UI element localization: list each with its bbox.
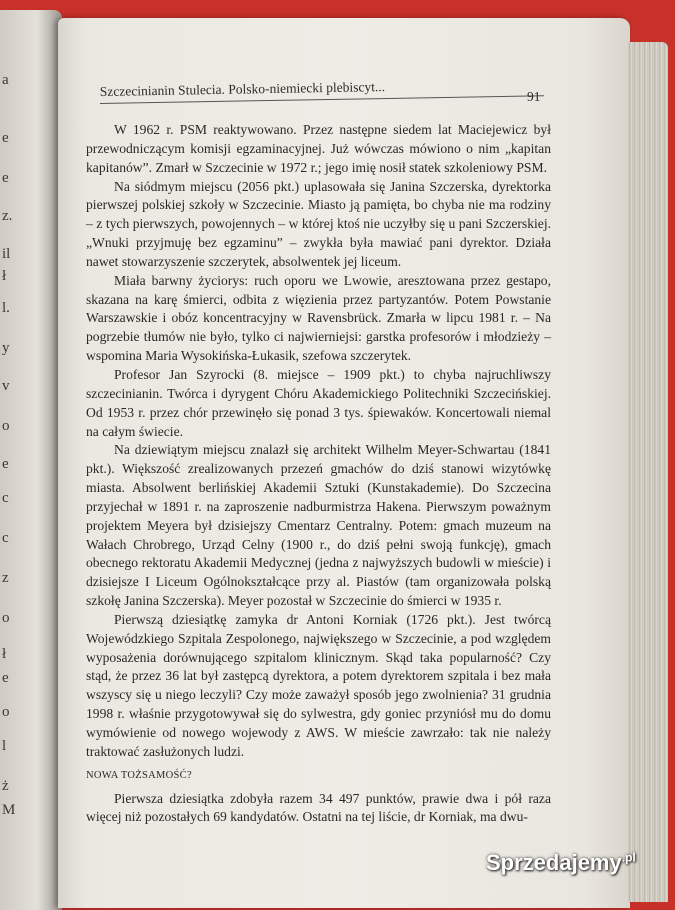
left-text-fragment: c: [2, 490, 9, 506]
left-text-fragment: ż: [2, 778, 9, 794]
left-text-fragment: c: [2, 530, 9, 546]
paragraph: Miała barwny życiorys: ruch oporu we Lwowie, aresztowana przez gestapo, skazana na karę śmierci, odbita z więzienia przez partyzantów. Potem Powstanie Warszawskie i obóz koncentracyjny w Ravensbrück. Zmarła w lipcu 1981 r. – Na pogrzebie tłumów nie było, tylko ci najwierniejsi: garstka profesorów i młodzieży – wspomina Maria Wysokińska-Łukasik, szefowa szczerytek.: [86, 272, 551, 364]
watermark-suffix: .pl: [621, 850, 636, 865]
left-text-fragment: z: [2, 570, 9, 586]
left-text-fragment: e: [2, 170, 9, 186]
watermark-text: Sprzedajemy: [486, 850, 622, 875]
left-text-fragment: il: [2, 246, 11, 262]
left-text-fragment: e: [2, 130, 9, 146]
previous-page-edge: [0, 10, 62, 910]
page-stack-edge: [628, 42, 668, 902]
left-text-fragment: y: [2, 340, 10, 356]
left-text-fragment: ł: [2, 646, 7, 662]
left-text-fragment: ł: [2, 268, 7, 284]
left-text-fragment: l.: [2, 300, 10, 316]
left-text-fragment: a: [2, 72, 9, 88]
paragraph: Na dziewiątym miejscu znalazł się architekt Wilhelm Meyer-Schwartau (1841 pkt.). Większość zrealizowanych przezeń gmachów do dziś stanowi wizytówkę miasta. Absolwent berlińskiej Akademii Sztuki (Kunstakademie). Do Szczecina przyjechał w 1891 r. na zaproszenie nadburmistrza Hakena. Pierwszym poważnym projektem Meyera był dzisiejszy Cmentarz Centralny. Potem: gmach muzeum na Wałach Chrobrego, Urząd Celny (1900 r., do dziś pełni swoją funkcję), gmach obecnego rektoratu Akademii Medycznej (jedna z najwyższych budowli w mieście) i dzisiejsze I Liceum Ogólnokształcące przy al. Piastów (tam organizowała polską szkołę Janina Szczerska). Meyer pozostał w Szczecinie do śmierci w 1935 r.: [86, 442, 551, 609]
paragraph: W 1962 r. PSM reaktywowano. Przez następne siedem lat Maciejewicz był przewodniczącym komisji egzaminacyjnej. Już wówczas mówiono o nim „kapitan kapitanów”. Zmarł w Szczecinie w 1972 r.; jego imię nosił statek szkoleniowy PSM.: [86, 122, 551, 175]
left-text-fragment: v: [2, 378, 10, 394]
left-text-fragment: z.: [2, 208, 13, 224]
left-text-fragment: e: [2, 456, 9, 472]
page-body: [86, 121, 551, 827]
paragraph: Na siódmym miejscu (2056 pkt.) uplasowała się Janina Szczerska, dyrektorka pierwszej polskiej szkoły w Szczecinie. Miasto ją pamięta, bo chyba nie ma rodziny – z tych pierwszych, powojennych – w której ktoś nie uczyłby się u pani Szczerskiej. „Wnuki przyjmuję bez egzaminu” – zwykła była mawiać pani dyrektor. Działa nawet stowarzyszenie szczerytek, absolwentek jej liceum.: [86, 178, 551, 269]
left-text-fragment: o: [2, 610, 10, 626]
paragraph: Profesor Jan Szyrocki (8. miejsce – 1909 pkt.) to chyba najruchliwszy szczecinianin. Twórca i dyrygent Chóru Akademickiego Politechniki Szczecińskiej. Od 1953 r. przez chór przewinęło się ponad 3 tys. śpiewaków. Koncertowali niemal na całym świecie.: [86, 366, 551, 439]
paragraph: Pierwsza dziesiątka zdobyła razem 34 497 punktów, prawie dwa i pół raza więcej niż pozostałych 69 kandydatów. Ostatni na tej liście, dr Korniak, ma dwu-: [86, 790, 551, 825]
left-text-fragment: o: [2, 418, 10, 434]
left-text-fragment: M: [2, 802, 16, 818]
running-header: Szczecinianin Stulecia. Polsko-niemiecki plebiscyt...: [100, 76, 544, 104]
left-text-fragment: e: [2, 670, 9, 686]
left-text-fragment: o: [2, 704, 10, 720]
left-text-fragment: l: [2, 738, 7, 754]
section-heading: NOWA TOŻSAMOŚĆ?: [86, 769, 192, 781]
paragraph: Pierwszą dziesiątkę zamyka dr Antoni Korniak (1726 pkt.). Jest twórcą Wojewódzkiego Szpitala Zespolonego, największego w Szczecinie, a pod względem wyposażenia dorównującego szpitalom klinicznym. Skąd taka popularność? Czy stąd, że przez 36 lat był zastępcą dyrektora, a potem dyrektorem szpitala i bez mała wszyscy się u niego leczyli? Czy może zaważył sposób jego zwolnienia? 31 grudnia 1998 r. właśnie przygotowywał się do sylwestra, gdy goniec przyniósł mu do domu wymówienie od nowego wojewody z AWS. W mieście zawrzało: tak nie należy traktować zasłużonych ludzi.: [86, 611, 551, 759]
page-number: 91: [527, 89, 541, 104]
watermark-logo: [486, 850, 636, 876]
